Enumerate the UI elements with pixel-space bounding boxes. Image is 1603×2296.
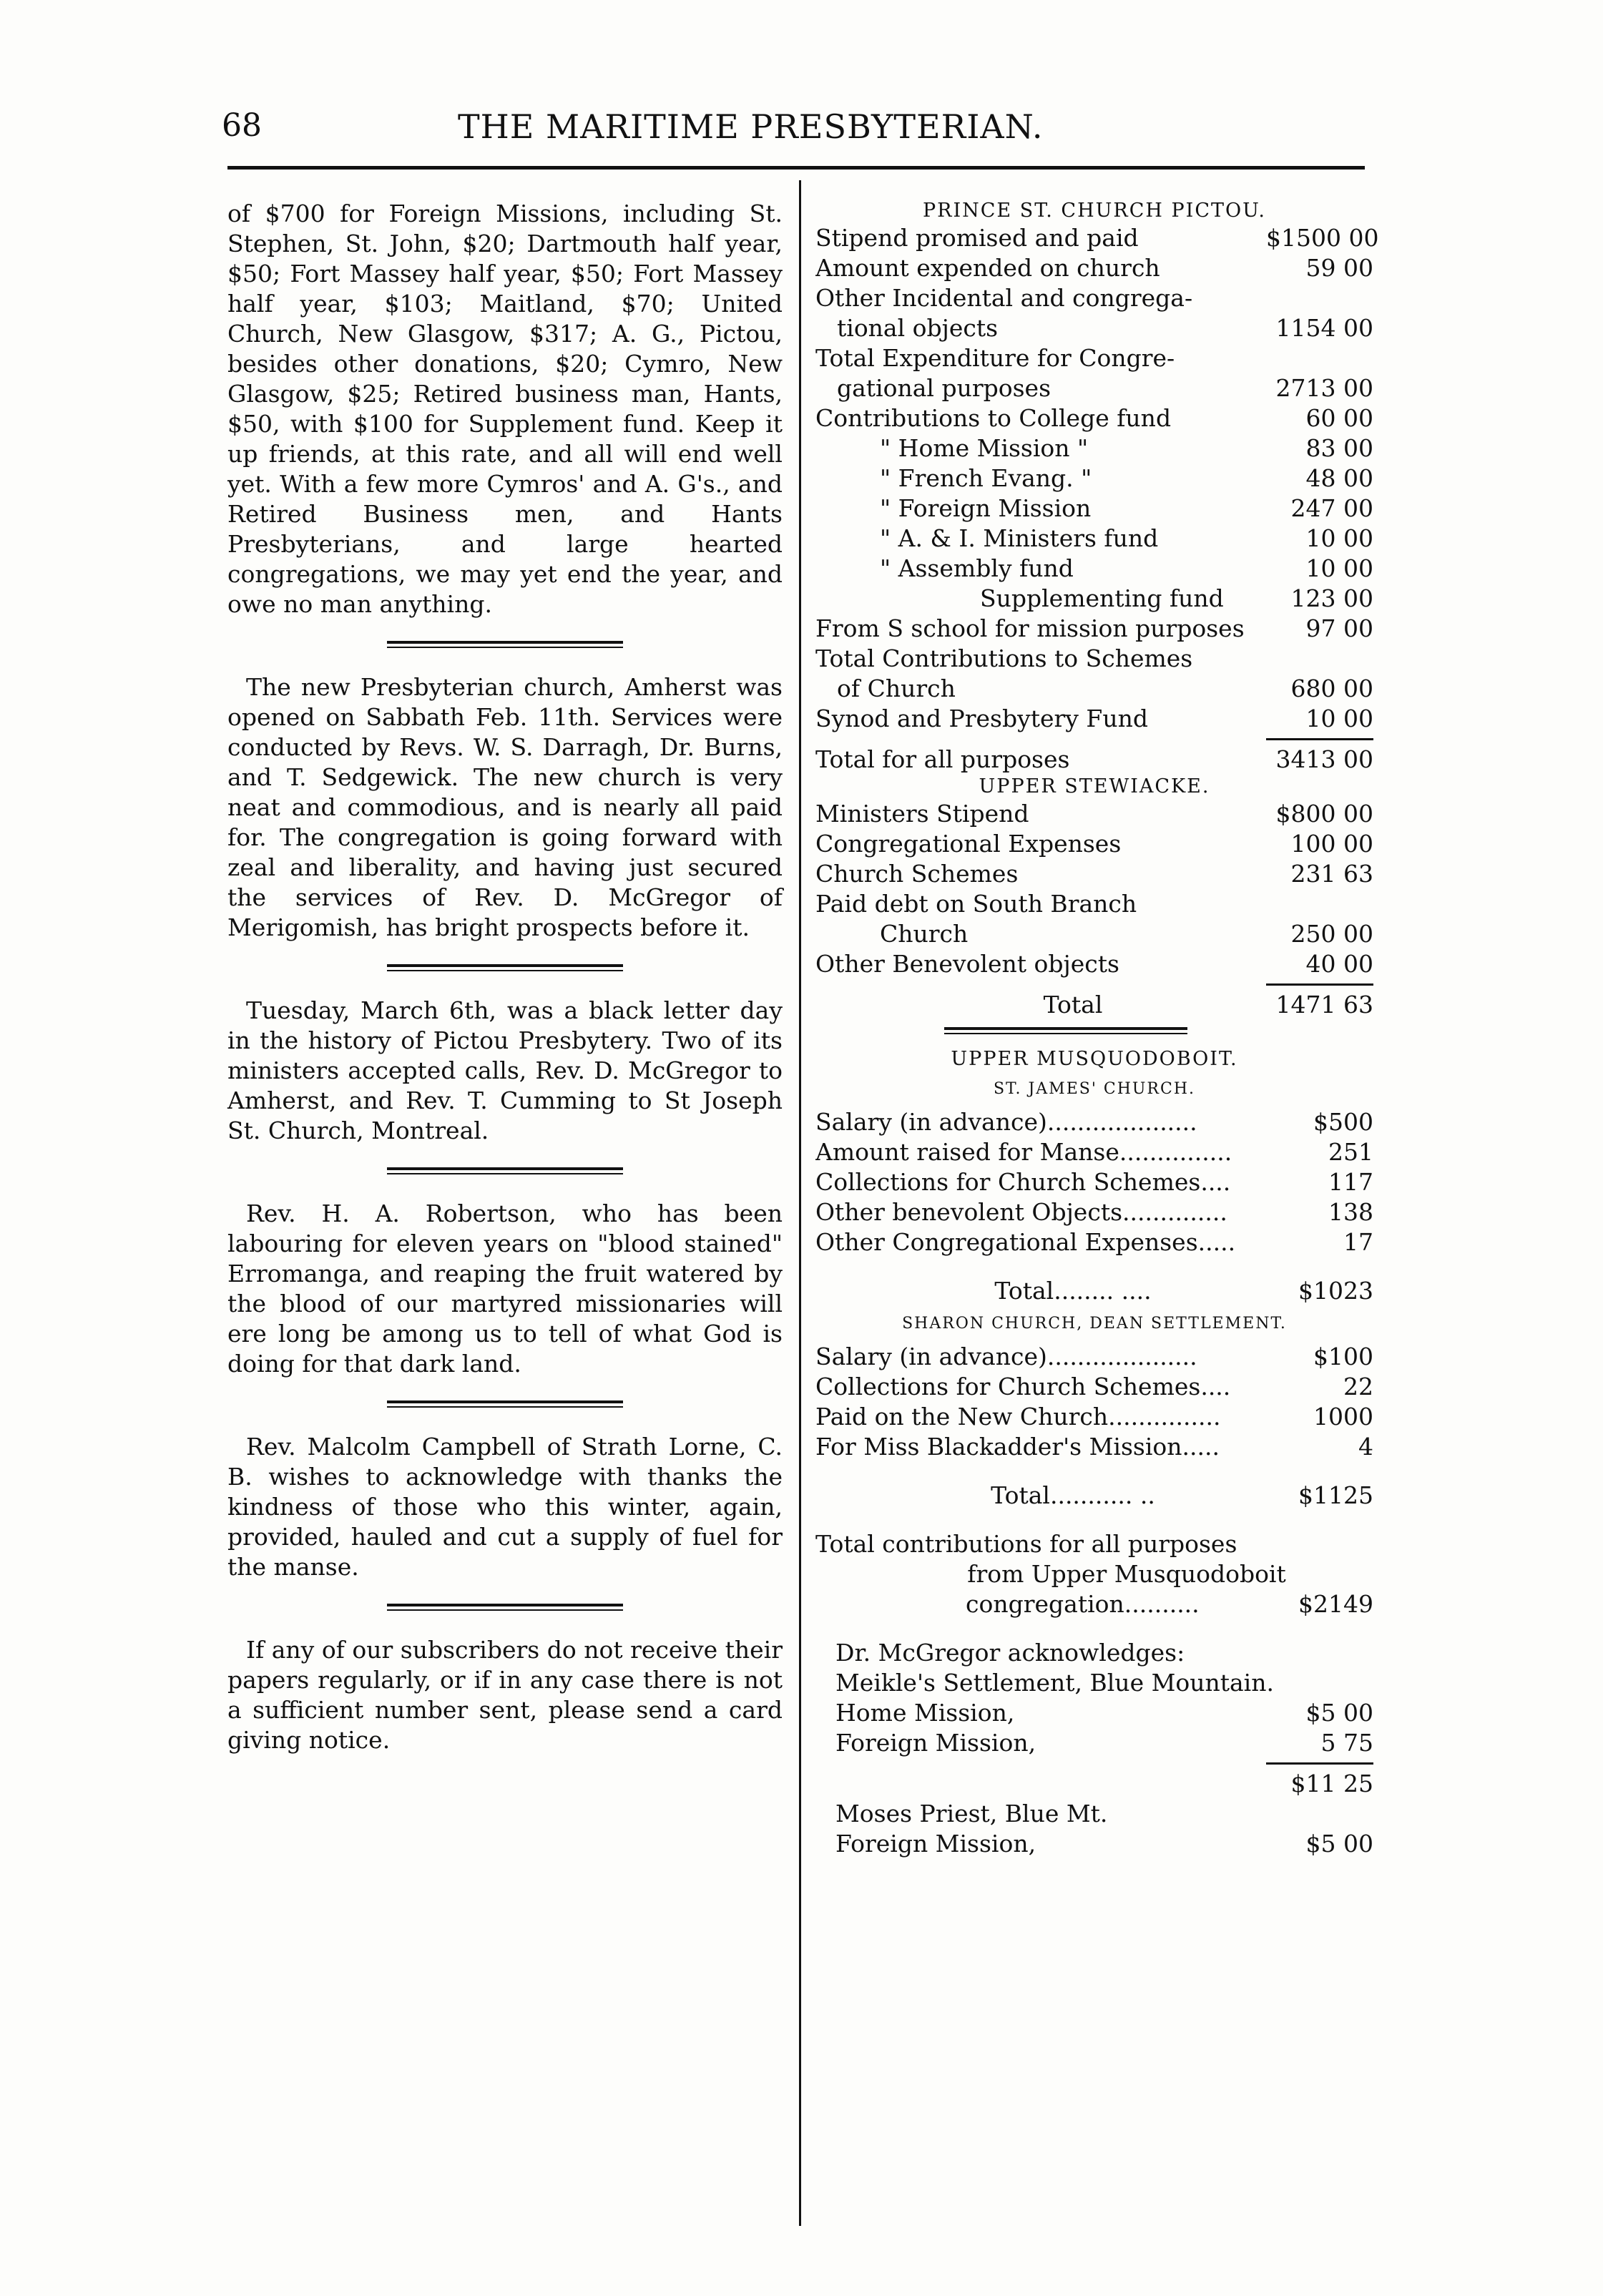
sharon-church-title: SHARON CHURCH, DEAN SETTLEMENT. [902, 1315, 1287, 1333]
total-contributions-line: from Upper Musquodoboit [967, 1560, 1286, 1588]
table-row: Church Schemes 231 63 [815, 860, 1373, 888]
table-row: Other Incidental and congrega- [815, 284, 1193, 312]
table-row: Salary (in advance).................... $100 [815, 1343, 1373, 1370]
page-header [222, 107, 1366, 150]
st-james-church-title: ST. JAMES' CHURCH. [993, 1080, 1196, 1098]
section-divider [387, 1400, 623, 1408]
paragraph-black-letter-day: Tuesday, March 6th, was a black letter day in the history of Pictou Presbytery. Two of its ministers accepted calls, Rev. D. McGregor to Amherst, and Rev. T. Cumming to St Joseph St. Church, Montreal. [227, 996, 783, 1144]
paragraph-campbell: Rev. Malcolm Campbell of Strath Lorne, C. B. wishes to acknowledge with thanks the kindness of those who this winter, again, provided, hauled and cut a supply of fuel for the manse. [227, 1433, 783, 1581]
st-james-table [815, 1107, 1373, 1306]
table-row-total: $11 25 [1290, 1770, 1373, 1797]
paragraph-subscribers: If any of our subscribers do not receive their papers regularly, or if in any case there is not a sufficient number sent, please send a card giving notice. [227, 1636, 783, 1754]
acknowledgement-line: Moses Priest, Blue Mt. [835, 1800, 1108, 1828]
right-column [815, 199, 1379, 1859]
table-row: Other Congregational Expenses..... 17 [815, 1228, 1373, 1256]
sharon-table [815, 1342, 1373, 1511]
header-rule [227, 166, 1365, 170]
page-number: 68 [222, 107, 262, 144]
table-row: Other Benevolent objects 40 00 [815, 950, 1373, 978]
upper-stewiacke-title: UPPER STEWIACKE. [979, 775, 1210, 798]
table-row: Paid debt on South Branch [815, 890, 1137, 918]
section-divider [944, 1027, 1187, 1034]
table-row: Foreign Mission, $5 00 [835, 1830, 1373, 1858]
table-row: Collections for Church Schemes.... 117 [815, 1168, 1373, 1196]
table-row: Foreign Mission, 5 75 [835, 1729, 1373, 1757]
table-row: Total Expenditure for Congre- [815, 344, 1175, 372]
table-row-total: Total 1471 63 [1043, 991, 1373, 1019]
section-divider [387, 964, 623, 971]
table-row: Salary (in advance).................... $500 [815, 1108, 1373, 1136]
table-row: Total Contributions to Schemes [815, 644, 1193, 672]
paragraph-amherst-church: The new Presbyterian church, Amherst was opened on Sabbath Feb. 11th. Services were conducted by Revs. W. S. Darragh, Dr. Burns, and T. Sedgewick. The new church is very neat and commodious, and is nearly all paid for. The congregation is going forward with zeal and liberality, and having just secured the services of Rev. D. McGregor of Merigomish, has bright prospects before it. [227, 673, 783, 941]
table-row: From S school for mission purposes 97 00 [815, 614, 1373, 642]
table-row: Supplementing fund 123 00 [980, 584, 1373, 612]
table-row: Church 250 00 [880, 920, 1373, 948]
table-row: Other benevolent Objects.............. 138 [815, 1198, 1373, 1226]
paragraph-foreign-missions: of $700 for Foreign Missions, including St. Stephen, St. John, $20; Dartmouth half year, $50; Fort Massey half year, $50; Fort Massey half year, $103; Maitland, $70; United Church, New Glasgow, $317; A. G., Pictou, besides other donations, $20; Cymro, New Glasgow, $25; Retired business man, Hants, $50, with $100 for Supplement fund. Keep it up friends, at this rate, and all will end well yet. With a few more Cymros' and A. G's., and Retired Business men, and Hants Presbyterians, and large hearted congregations, we may yet end the year, and owe no man anything. [227, 200, 783, 618]
sum-rule [1266, 738, 1373, 740]
table-row: Contributions to College fund 60 00 [815, 404, 1373, 432]
sum-rule [1266, 1762, 1373, 1765]
upper-musquodoboit-title: UPPER MUSQUODOBOIT. [951, 1048, 1238, 1070]
upper-stewiacke-table [815, 799, 1373, 1020]
table-row: " Foreign Mission 247 00 [880, 494, 1373, 522]
prince-st-table [815, 223, 1379, 775]
table-row: " Assembly fund 10 00 [880, 554, 1373, 582]
table-row: Amount raised for Manse............... 251 [815, 1138, 1373, 1166]
total-contributions-line: congregation.......... $2149 [966, 1590, 1373, 1618]
table-row: of Church 680 00 [837, 674, 1373, 702]
section-divider [387, 1604, 623, 1611]
table-row: Stipend promised and paid $1500 00 [815, 224, 1379, 252]
section-divider [387, 1167, 623, 1174]
table-row: Ministers Stipend $800 00 [815, 800, 1373, 828]
sum-rule [1266, 983, 1373, 986]
table-row: " A. & I. Ministers fund 10 00 [880, 524, 1373, 552]
acknowledgement-title: Dr. McGregor acknowledges: [835, 1639, 1185, 1667]
paragraph-robertson: Rev. H. A. Robertson, who has been labouring for eleven years on "blood stained" Erromanga, and reaping the fruit watered by the blood of our martyred missionaries will ere long be among us to tell of what God is doing for that dark land. [227, 1199, 783, 1378]
table-row: For Miss Blackadder's Mission..... 4 [815, 1433, 1373, 1461]
table-row-total: Total for all purposes 3413 00 [815, 745, 1373, 773]
table-row: Synod and Presbytery Fund 10 00 [815, 705, 1373, 732]
table-row: Amount expended on church 59 00 [815, 254, 1373, 282]
table-row: " Home Mission " 83 00 [880, 434, 1373, 462]
table-row: Home Mission, $5 00 [835, 1699, 1373, 1727]
table-row: tional objects 1154 00 [837, 314, 1373, 342]
table-row: Congregational Expenses 100 00 [815, 830, 1373, 858]
table-row: Paid on the New Church............... 1000 [815, 1403, 1373, 1431]
acknowledgement-line: Meikle's Settlement, Blue Mountain. [835, 1669, 1274, 1697]
total-contributions-line: Total contributions for all purposes [815, 1530, 1237, 1558]
prince-st-title: PRINCE ST. CHURCH PICTOU. [922, 200, 1266, 222]
section-divider [387, 641, 623, 648]
journal-title: THE MARITIME PRESBYTERIAN. [458, 107, 1044, 146]
table-row: gational purposes 2713 00 [837, 374, 1373, 402]
table-row-total: Total........... .. $1125 [991, 1481, 1373, 1509]
table-row: Collections for Church Schemes.... 22 [815, 1373, 1373, 1400]
column-separator [799, 180, 801, 2226]
table-row-total: Total........ .... $1023 [994, 1277, 1373, 1305]
left-column [227, 199, 783, 1755]
table-row: " French Evang. " 48 00 [880, 464, 1373, 492]
